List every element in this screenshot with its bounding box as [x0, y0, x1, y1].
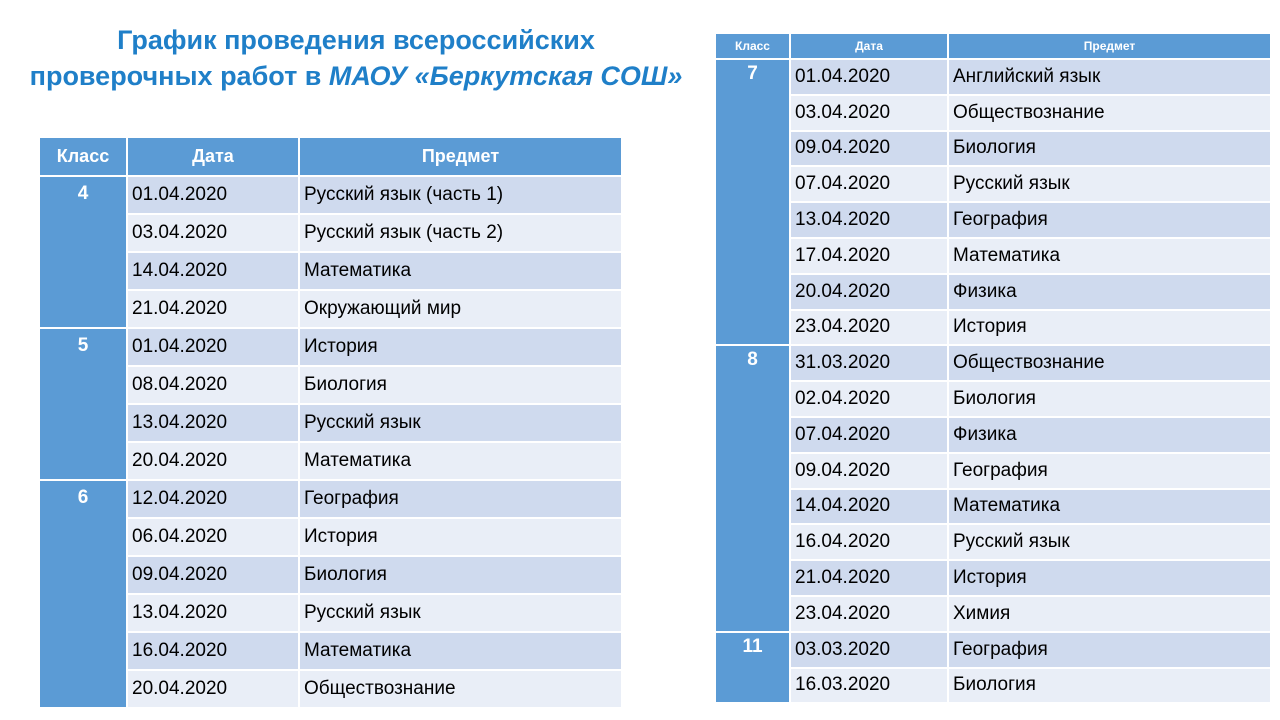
date-cell: 01.04.2020: [790, 59, 948, 95]
date-cell: 01.04.2020: [127, 328, 299, 366]
date-cell: 20.04.2020: [127, 442, 299, 480]
date-cell: 07.04.2020: [790, 417, 948, 453]
subject-cell: Биология: [948, 131, 1271, 167]
table-row: [715, 524, 1271, 560]
page-title: [0, 22, 712, 94]
subject-cell: География: [948, 632, 1271, 668]
schedule-table-left: [38, 136, 623, 709]
table-row: [39, 442, 622, 480]
header-subject: Предмет: [948, 33, 1271, 59]
subject-cell: Биология: [948, 668, 1271, 704]
subject-cell: История: [299, 328, 622, 366]
subject-cell: География: [948, 202, 1271, 238]
class-cell: 4: [39, 176, 127, 328]
table-row: [715, 668, 1271, 704]
date-cell: 02.04.2020: [790, 381, 948, 417]
date-cell: 16.04.2020: [790, 524, 948, 560]
subject-cell: Математика: [299, 442, 622, 480]
table-row: [39, 176, 622, 214]
date-cell: 03.03.2020: [790, 632, 948, 668]
table-row: [715, 166, 1271, 202]
table-row: [39, 252, 622, 290]
table-row: [39, 214, 622, 252]
table-row: [39, 366, 622, 404]
subject-cell: История: [299, 518, 622, 556]
subject-cell: Математика: [299, 252, 622, 290]
subject-cell: Физика: [948, 417, 1271, 453]
date-cell: 13.04.2020: [790, 202, 948, 238]
date-cell: 03.04.2020: [127, 214, 299, 252]
table-row: [715, 310, 1271, 346]
subject-cell: Русский язык: [948, 524, 1271, 560]
header-date: Дата: [127, 137, 299, 176]
date-cell: 09.04.2020: [127, 556, 299, 594]
date-cell: 21.04.2020: [127, 290, 299, 328]
class-cell: 5: [39, 328, 127, 480]
date-cell: 12.04.2020: [127, 480, 299, 518]
subject-cell: Математика: [299, 632, 622, 670]
subject-cell: Биология: [299, 556, 622, 594]
date-cell: 13.04.2020: [127, 404, 299, 442]
class-cell: 7: [715, 59, 790, 345]
table-row: [39, 556, 622, 594]
date-cell: 16.03.2020: [790, 668, 948, 704]
subject-cell: Английский язык: [948, 59, 1271, 95]
subject-cell: Физика: [948, 274, 1271, 310]
date-cell: 17.04.2020: [790, 238, 948, 274]
subject-cell: Обществознание: [948, 95, 1271, 131]
subject-cell: Биология: [948, 381, 1271, 417]
header-subject: Предмет: [299, 137, 622, 176]
subject-cell: Русский язык (часть 1): [299, 176, 622, 214]
schedule-table-right: [714, 32, 1272, 704]
subject-cell: Русский язык: [948, 166, 1271, 202]
table-row: [715, 274, 1271, 310]
subject-cell: География: [299, 480, 622, 518]
header-date: Дата: [790, 33, 948, 59]
table-row: [39, 404, 622, 442]
subject-cell: История: [948, 310, 1271, 346]
table-row: [715, 453, 1271, 489]
table-body: [39, 176, 622, 708]
date-cell: 14.04.2020: [127, 252, 299, 290]
date-cell: 20.04.2020: [127, 670, 299, 708]
date-cell: 08.04.2020: [127, 366, 299, 404]
date-cell: 16.04.2020: [127, 632, 299, 670]
table-row: [39, 632, 622, 670]
date-cell: 23.04.2020: [790, 596, 948, 632]
subject-cell: Химия: [948, 596, 1271, 632]
date-cell: 01.04.2020: [127, 176, 299, 214]
date-cell: 23.04.2020: [790, 310, 948, 346]
date-cell: 21.04.2020: [790, 560, 948, 596]
table-row: [715, 238, 1271, 274]
subject-cell: Русский язык: [299, 404, 622, 442]
table-row: [715, 632, 1271, 668]
table-row: [715, 560, 1271, 596]
table-row: [715, 202, 1271, 238]
table-row: [715, 381, 1271, 417]
table-row: [715, 59, 1271, 95]
date-cell: 14.04.2020: [790, 489, 948, 525]
subject-cell: Русский язык: [299, 594, 622, 632]
subject-cell: История: [948, 560, 1271, 596]
header-class: Класс: [715, 33, 790, 59]
table-row: [39, 290, 622, 328]
table-row: [715, 596, 1271, 632]
date-cell: 07.04.2020: [790, 166, 948, 202]
table-row: [715, 417, 1271, 453]
table-row: [39, 480, 622, 518]
class-cell: 6: [39, 480, 127, 708]
table-row: [39, 328, 622, 366]
title-line-2-prefix: проверочных работ в: [29, 61, 329, 91]
subject-cell: Обществознание: [948, 345, 1271, 381]
subject-cell: Биология: [299, 366, 622, 404]
date-cell: 13.04.2020: [127, 594, 299, 632]
header-class: Класс: [39, 137, 127, 176]
table-row: [715, 131, 1271, 167]
subject-cell: Математика: [948, 238, 1271, 274]
table-header-row: [39, 137, 622, 176]
table-row: [39, 594, 622, 632]
table-row: [715, 95, 1271, 131]
table-row: [715, 345, 1271, 381]
date-cell: 31.03.2020: [790, 345, 948, 381]
class-cell: 11: [715, 632, 790, 704]
date-cell: 03.04.2020: [790, 95, 948, 131]
date-cell: 09.04.2020: [790, 131, 948, 167]
table-header-row: [715, 33, 1271, 59]
date-cell: 20.04.2020: [790, 274, 948, 310]
subject-cell: Математика: [948, 489, 1271, 525]
subject-cell: География: [948, 453, 1271, 489]
table-body: [715, 59, 1271, 703]
title-line-1: График проведения всероссийских: [117, 25, 595, 55]
table-row: [715, 489, 1271, 525]
subject-cell: Обществознание: [299, 670, 622, 708]
subject-cell: Русский язык (часть 2): [299, 214, 622, 252]
table-row: [39, 670, 622, 708]
date-cell: 09.04.2020: [790, 453, 948, 489]
title-school-name: МАОУ «Беркутская СОШ»: [328, 61, 683, 91]
subject-cell: Окружающий мир: [299, 290, 622, 328]
class-cell: 8: [715, 345, 790, 631]
date-cell: 06.04.2020: [127, 518, 299, 556]
table-row: [39, 518, 622, 556]
